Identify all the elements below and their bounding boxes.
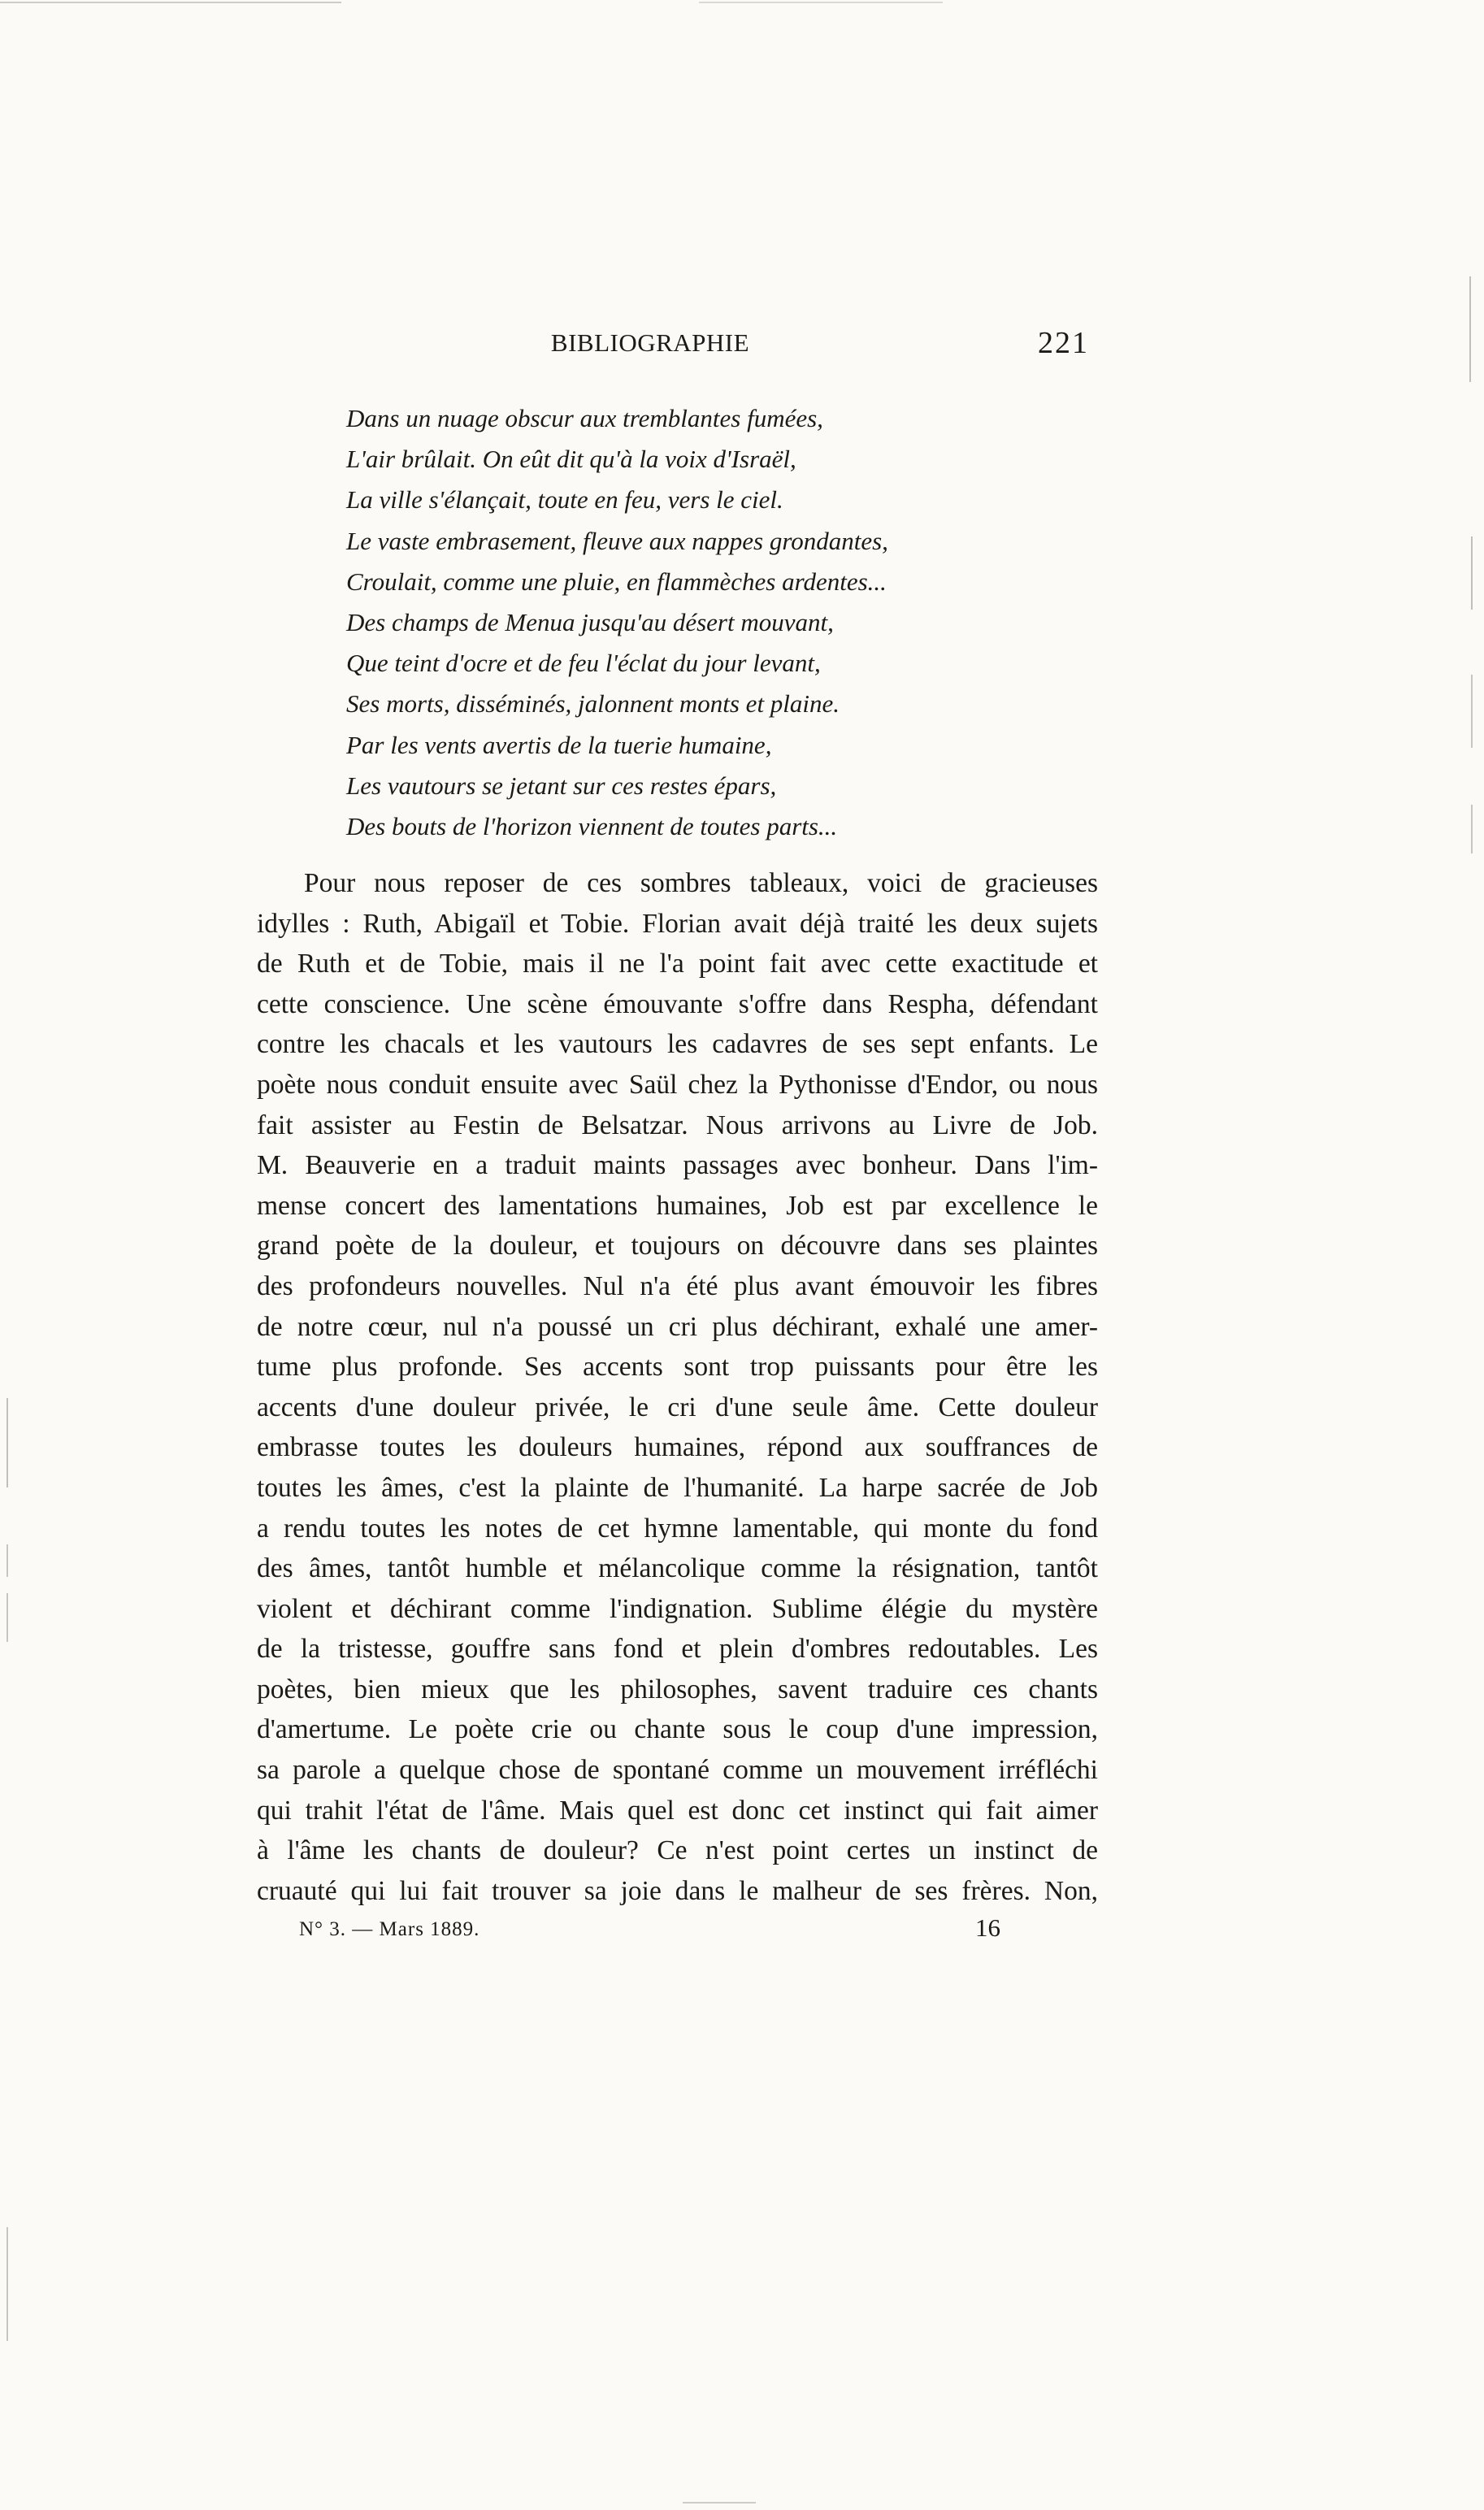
verse-line: Par les vents avertis de la tuerie humaine,	[346, 730, 772, 759]
scan-edge-line-bottom	[683, 2502, 756, 2503]
paragraph-line: accents d'une douleur privée, le cri d'une seule âme. Cette douleur	[257, 1392, 1098, 1422]
signature-mark: 16	[975, 1913, 1000, 1942]
paragraph-line: de Ruth et de Tobie, mais il ne l'a point fait avec cette exactitude et	[257, 949, 1098, 979]
verse-line: Des champs de Menua jusqu'au désert mouvant,	[346, 607, 834, 636]
scan-edge-line-top-right	[699, 2, 943, 3]
verse-line: Croulait, comme une pluie, en flammèches ardentes...	[346, 567, 887, 596]
paragraph-line: a rendu toutes les notes de cet hymne lamentable, qui monte du fond	[257, 1513, 1098, 1544]
scan-edge-mark-right	[1469, 276, 1471, 382]
paragraph-line: embrasse toutes les douleurs humaines, répond aux souffrances de	[257, 1432, 1098, 1463]
scan-edge-line-top	[0, 2, 341, 3]
verse-line: Ses morts, disséminés, jalonnent monts et plaine.	[346, 689, 840, 719]
paragraph-line: des profondeurs nouvelles. Nul n'a été plus avant émouvoir les fibres	[257, 1270, 1098, 1301]
issue-footer: N° 3. — Mars 1889.	[299, 1918, 480, 1940]
paragraph-line: fait assister au Festin de Belsatzar. Nous arrivons au Livre de Job.	[257, 1110, 1098, 1140]
paragraph-line: de notre cœur, nul n'a poussé un cri plus déchirant, exhalé une amer-	[257, 1311, 1098, 1342]
paragraph-line: grand poète de la douleur, et toujours on découvre dans ses plaintes	[257, 1231, 1098, 1262]
scan-edge-mark-left-3	[7, 1593, 8, 1642]
paragraph-line: violent et déchirant comme l'indignation. Sublime élégie du mystère	[257, 1593, 1098, 1624]
paragraph-line: sa parole a quelque chose de spontané comme un mouvement irréfléchi	[257, 1755, 1098, 1786]
paragraph-line: poètes, bien mieux que les philosophes, savent traduire ces chants	[257, 1674, 1098, 1704]
verse-line: Dans un nuage obscur aux tremblantes fumées,	[346, 404, 823, 432]
scan-edge-mark-left	[7, 1398, 8, 1487]
scan-edge-mark-right-4	[1471, 805, 1473, 853]
paragraph-line: qui trahit l'état de l'âme. Mais quel est donc cet instinct qui fait aimer	[257, 1795, 1098, 1826]
scan-edge-mark-right-2	[1471, 536, 1473, 610]
paragraph-line: des âmes, tantôt humble et mélancolique comme la résignation, tantôt	[257, 1553, 1098, 1584]
verse-line: L'air brûlait. On eût dit qu'à la voix d'Israël,	[346, 445, 796, 474]
scan-edge-mark-left-4	[7, 2227, 8, 2341]
paragraph-line: poète nous conduit ensuite avec Saül chez la Pythonisse d'Endor, ou nous	[257, 1069, 1098, 1100]
scan-edge-mark-right-3	[1471, 675, 1473, 748]
page-number: 221	[1038, 326, 1089, 360]
paragraph-line: toutes les âmes, c'est la plainte de l'humanité. La harpe sacrée de Job	[257, 1472, 1098, 1503]
paragraph-line: d'amertume. Le poète crie ou chante sous le coup d'une impression,	[257, 1714, 1098, 1745]
paragraph-line: de la tristesse, gouffre sans fond et plein d'ombres redoutables. Les	[257, 1634, 1098, 1665]
paragraph-line: contre les chacals et les vautours les cadavres de ses sept enfants. Le	[257, 1029, 1098, 1060]
paragraph-line: cruauté qui lui fait trouver sa joie dans le malheur de ses frères. Non,	[257, 1875, 1098, 1906]
paragraph-line: Pour nous reposer de ces sombres tableaux, voici de gracieuses	[304, 868, 1098, 898]
paragraph-line: idylles : Ruth, Abigaïl et Tobie. Florian avait déjà traité les deux sujets	[257, 908, 1098, 939]
paragraph-line: tume plus profonde. Ses accents sont trop puissants pour être les	[257, 1352, 1098, 1383]
verse-line: La ville s'élançait, toute en feu, vers le ciel.	[346, 485, 783, 515]
paragraph-line: à l'âme les chants de douleur? Ce n'est point certes un instinct de	[257, 1835, 1098, 1866]
body-paragraph	[257, 863, 1098, 1911]
scan-edge-mark-left-2	[7, 1544, 8, 1577]
verse-block	[346, 398, 1078, 847]
paragraph-line: cette conscience. Une scène émouvante s'offre dans Respha, défendant	[257, 988, 1098, 1019]
verse-line: Les vautours se jetant sur ces restes épars,	[346, 771, 777, 800]
paragraph-line: mense concert des lamentations humaines, Job est par excellence le	[257, 1190, 1098, 1221]
verse-line: Le vaste embrasement, fleuve aux nappes grondantes,	[346, 526, 888, 555]
running-header-title: BIBLIOGRAPHIE	[550, 328, 750, 357]
paragraph-line: M. Beauverie en a traduit maints passages avec bonheur. Dans l'im-	[257, 1150, 1098, 1181]
verse-line: Des bouts de l'horizon viennent de toutes parts...	[346, 811, 838, 840]
verse-line: Que teint d'ocre et de feu l'éclat du jour levant,	[346, 649, 821, 678]
